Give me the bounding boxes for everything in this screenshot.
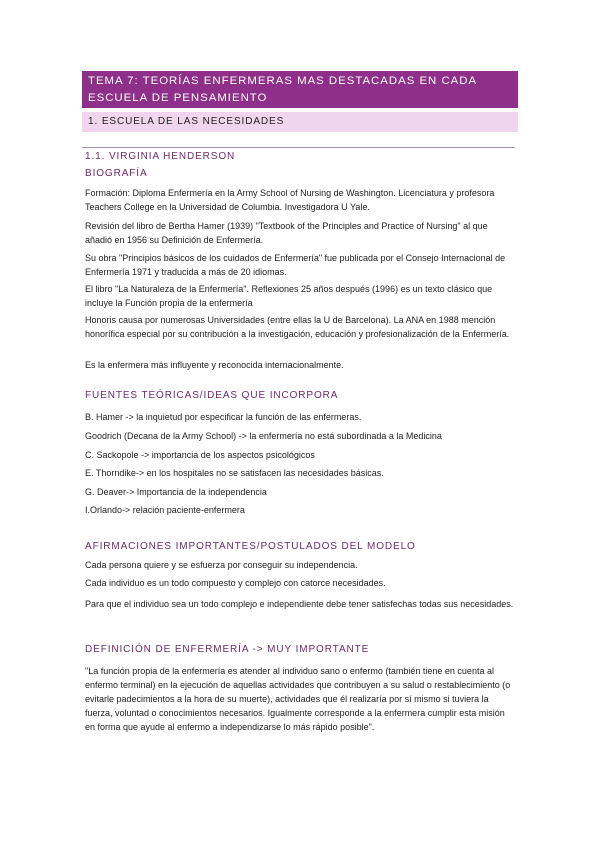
bio-paragraph: Revisión del libro de Bertha Hamer (1939) "Textbook of the Principles and Practice of Nursing" al que añadió en 1956 su Definición de Enfermería. (85, 221, 488, 245)
divider (82, 147, 515, 148)
list-item: C. Sackopole -> importancia de los aspectos psicológicos (85, 450, 315, 460)
bio-paragraph: Formación: Diploma Enfermería en la Army School of Nursing de Washington. Licenciatura y profesora Teachers College en la Universidad de Columbia. Investigadora U Yale. (85, 188, 495, 212)
list-item: Cada individuo es un todo compuesto y complejo con catorce necesidades. (85, 578, 386, 588)
list-item: I.Orlando-> relación paciente-enfermera (85, 505, 245, 515)
henderson-heading: 1.1. VIRGINIA HENDERSON (85, 151, 236, 162)
list-item: G. Deaver-> Importancia de la independencia (85, 487, 267, 497)
fuentes-heading: FUENTES TEÓRICAS/IDEAS QUE INCORPORA (85, 390, 339, 401)
definicion-heading: DEFINICIÓN DE ENFERMERÍA -> MUY IMPORTANTE (85, 644, 370, 655)
list-item: E. Thorndike-> en los hospitales no se satisfacen las necesidades básicas. (85, 468, 384, 478)
bio-paragraph: Honoris causa por numerosas Universidades (entre ellas la U de Barcelona). La ANA en 1988 mención honorífica especial por su contribución a la investigación, educación y profesionalización de la Enfermería. (85, 315, 510, 339)
list-item: Goodrich (Decana de la Army School) -> la enfermería no está subordinada a la Medicina (85, 431, 442, 441)
bio-paragraph: El libro "La Naturaleza de la Enfermería". Reflexiones 25 años después (1996) es un texto clásico que incluye la Función propia de la enfermería (85, 284, 493, 308)
list-item: Cada persona quiere y se esfuerza por conseguir su independencia. (85, 560, 358, 570)
definicion-quote: "La función propia de la enfermería es atender al individuo sano o enfermo (también tiene en cuenta al enfermo terminal) en la ejecución de aquellas actividades que contribuyen a su salud o restablecimiento (o evitarle padecimientos a la hora de su muerte), actividades que él realizaría por sí mismo si tuviera la fuerza, voluntad o conocimientos necesarios. Igualmente corresponde a la enfermera cumplir esta misión en forma que ayude al enfermo a independizarse lo más rápido posible". (85, 666, 511, 732)
chapter-title-bar (82, 71, 518, 108)
biography-heading: BIOGRAFÍA (85, 168, 148, 179)
list-item: B. Hamer -> la inquietud por especificar la función de las enfermeras. (85, 412, 362, 422)
afirmaciones-heading: AFIRMACIONES IMPORTANTES/POSTULADOS DEL MODELO (85, 541, 416, 552)
section-title-bar: 1. ESCUELA DE LAS NECESIDADES (82, 112, 518, 132)
list-item: Para que el individuo sea un todo complejo e independiente debe tener satisfechas todas sus necesidades. (85, 599, 514, 609)
bio-paragraph: Su obra "Principios básicos de los cuidados de Enfermería" fue publicada por el Consejo Internacional de Enfermería 1971 y traducida a más de 20 idiomas. (85, 253, 506, 277)
chapter-title-line-2: ESCUELA DE PENSAMIENTO (88, 91, 268, 104)
bio-paragraph: Es la enfermera más influyente y reconocida internacionalmente. (85, 360, 344, 370)
chapter-title-line-1: TEMA 7: TEORÍAS ENFERMERAS MAS DESTACADAS EN CADA (88, 75, 478, 87)
